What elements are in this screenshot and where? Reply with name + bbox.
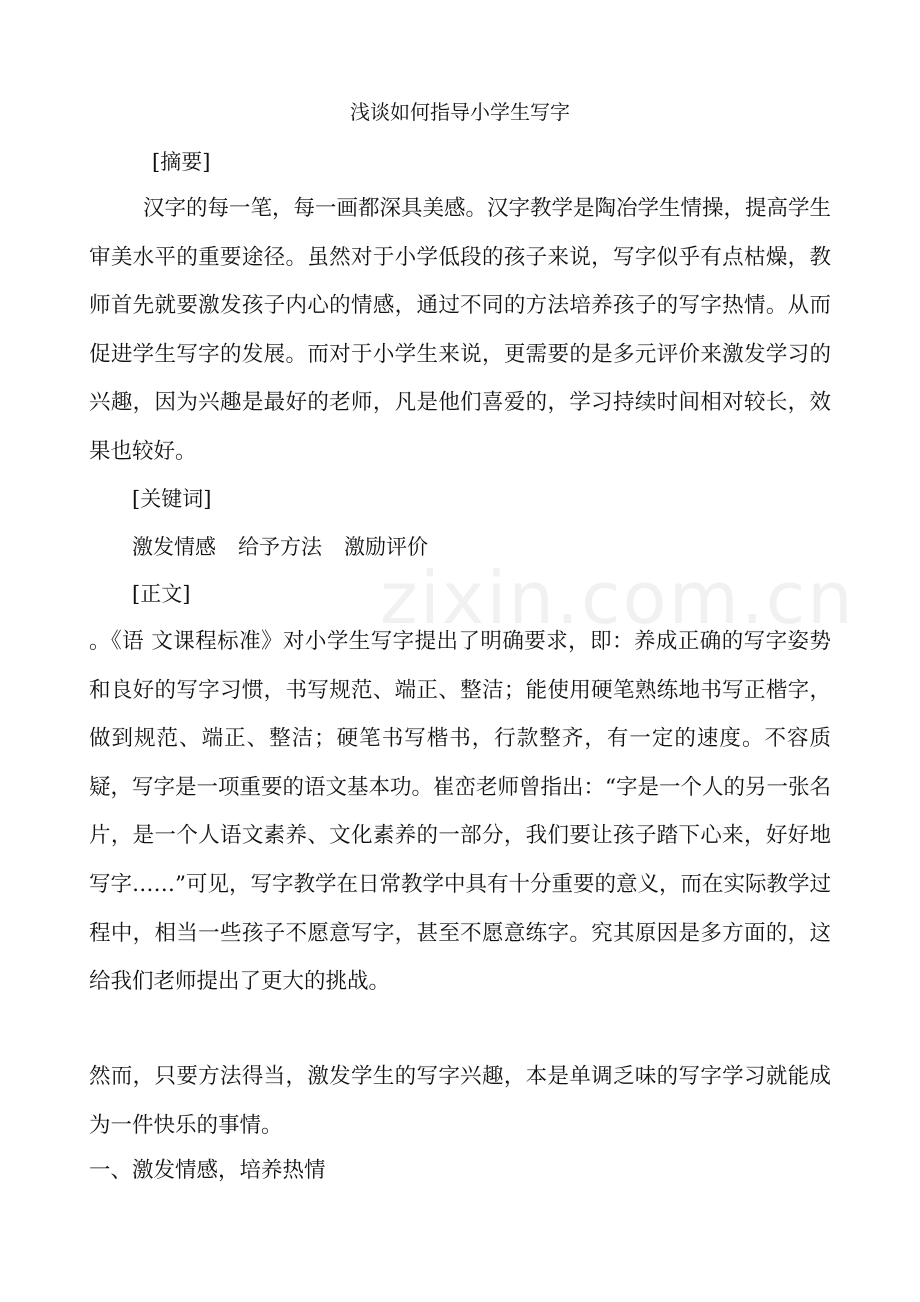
document-title: 浅谈如何指导小学生写字 [350, 100, 570, 124]
keywords-list [132, 531, 450, 563]
abstract-heading: [摘要] [152, 150, 211, 174]
keyword-item: 给予方法 [238, 535, 322, 559]
body-paragraph: 。《语 文课程标准》对小学生写字提出了明确要求，即：养成正确的写字姿势和良好的写字习惯，书写规范、端正、整洁；能使用硬笔熟练地书写正楷字，做到规范、端正、整洁；硬笔书写楷书，行款整齐，有一定的速度。不容质疑，写字是一项重要的语文基本功。崔峦老师曾指出：“字是一个人的另一张名片，是一个人语文素养、文化素养的一部分，我们要让孩子踏下心来，好好地写字……”可见，写字教学在日常教学中具有十分重要的意义，而在实际教学过程中，相当一些孩子不愿意写字，甚至不愿意练字。究其原因是多方面的，这给我们老师提出了更大的挑战。 [89, 629, 831, 995]
section-heading: 一、激发情感，培养热情 [89, 1158, 326, 1183]
keyword-item: 激发情感 [132, 535, 216, 559]
body-paragraph: 然而，只要方法得当，激发学生的写字兴趣，本是单调乏味的写字学习就能成为一件快乐的事情。 [89, 1064, 831, 1138]
keywords-heading: [关键词] [132, 487, 212, 511]
body-heading: [正文] [132, 582, 191, 606]
watermark: zixin.com.cn [380, 556, 855, 640]
abstract-paragraph: 汉字的每一笔，每一画都深具美感。汉字教学是陶冶学生情操，提高学生审美水平的重要途径。虽然对于小学低段的孩子来说，写字似乎有点枯燥，教师首先就要激发孩子内心的情感，通过不同的方法培养孩子的写字热情。从而促进学生写字的发展。而对于小学生来说，更需要的是多元评价来激发学习的兴趣，因为兴趣是最好的老师，凡是他们喜爱的，学习持续时间相对较长，效果也较好。 [89, 196, 832, 464]
keyword-item: 激励评价 [344, 535, 428, 559]
